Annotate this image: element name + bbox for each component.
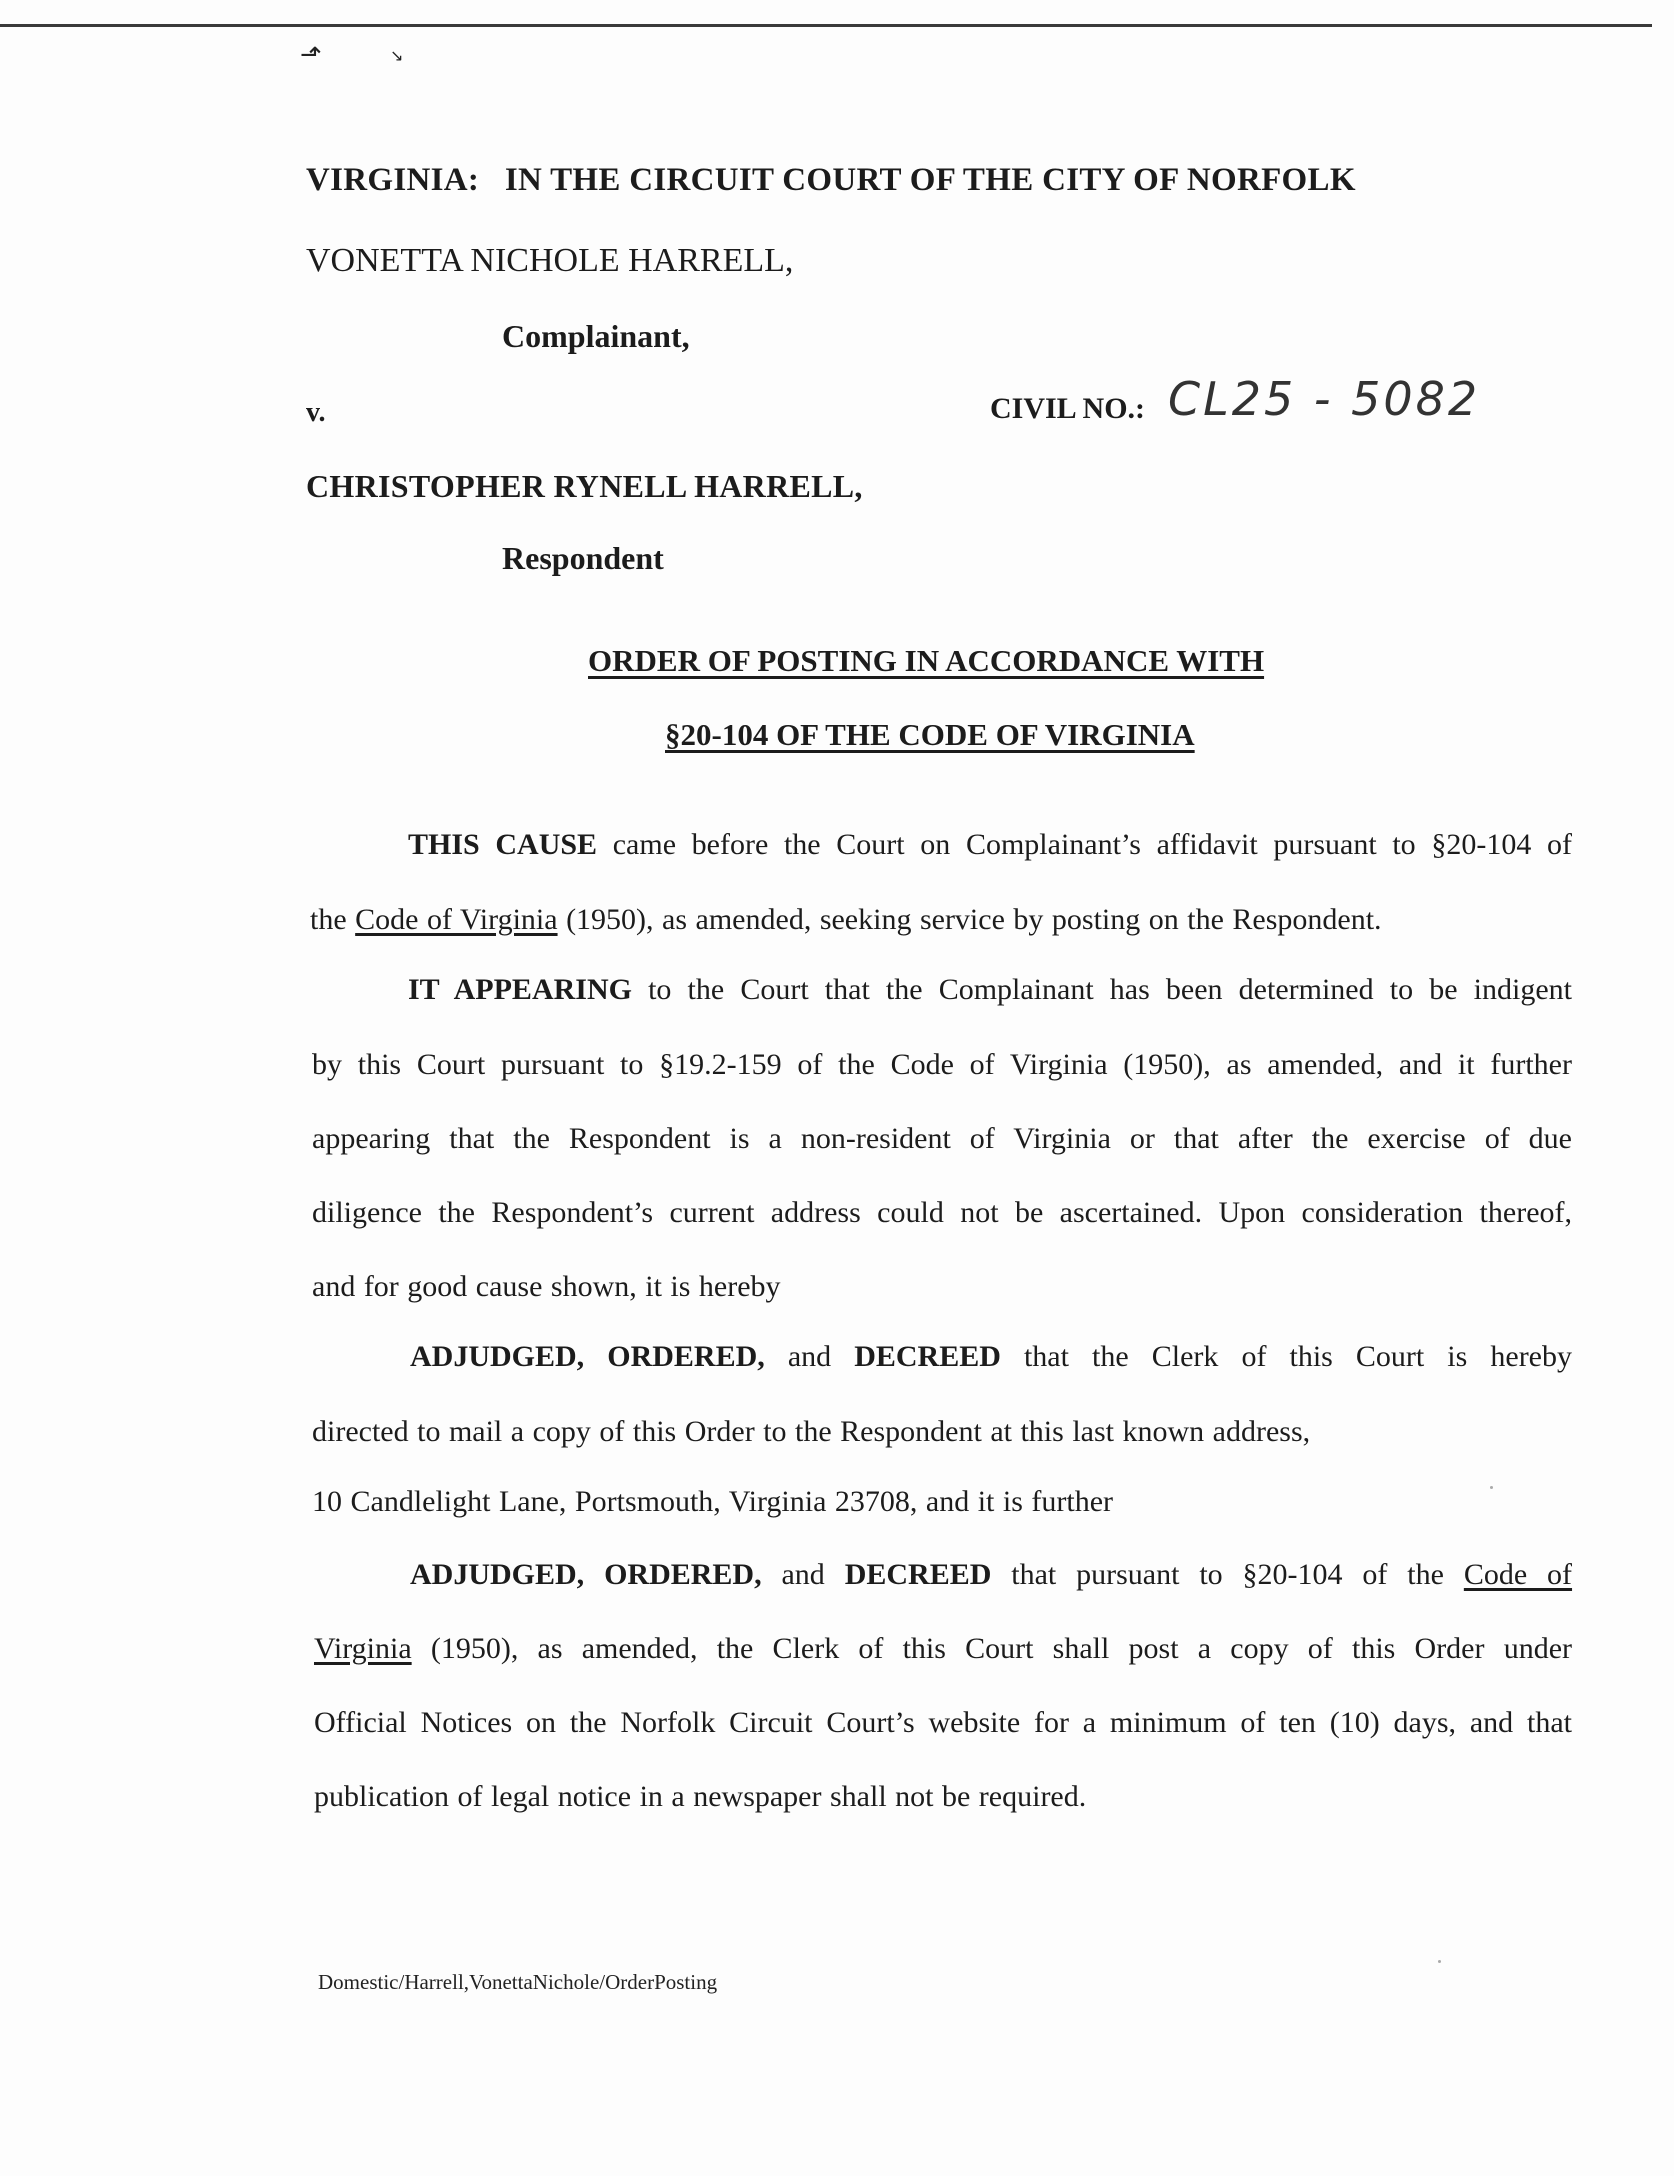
para2-line-1 [408,975,1572,1005]
it-appearing-lead: IT APPEARING [408,973,632,1006]
versus-label: v. [306,397,326,428]
document-footer-path: Domestic/Harrell,VonettaNichole/OrderPosting [318,1970,718,1994]
para3-line-2: directed to mail a copy of this Order to the Respondent at this last known address, [312,1415,1311,1448]
para2-line-1-text: to the Court that the Complainant has been determined to be indigent [631,973,1572,1006]
para3-line-1 [410,1342,1572,1372]
scan-artifact-mark: ⬏ [300,40,322,70]
complainant-name: VONETTA NICHOLE HARRELL, [306,242,794,279]
para4-line-1 [410,1560,1572,1590]
ordered-lead: ORDERED, [607,1340,765,1373]
virginia-citation: Virginia [314,1632,412,1665]
and-word: and [787,1340,832,1373]
para1-line-1-text: came before the Court on Complainant’s affidavit pursuant to §20-104 of [597,828,1572,861]
decreed-lead: DECREED [854,1340,1001,1373]
scan-top-rule [0,24,1652,27]
para3-address-line: 10 Candlelight Lane, Portsmouth, Virginia 23708, and it is further [312,1485,1113,1518]
para2-line-4: diligence the Respondent’s current address could not be ascertained. Upon consideration thereof, [312,1196,1572,1229]
para3-line-1-text: that the Clerk of this Court is hereby [1023,1340,1572,1373]
scan-speck [1490,1486,1493,1489]
para1-line-1 [408,830,1572,860]
scan-speck [1438,1960,1441,1963]
order-title-line-2: §20-104 OF THE CODE OF VIRGINIA [665,717,1195,752]
ordered-lead-2: ORDERED, [604,1558,762,1591]
and-word-2: and [781,1558,825,1591]
scan-artifact-tick: ↘ [390,46,404,65]
complainant-role: Complainant, [502,318,690,354]
civil-no-handwritten: CL25 - 5082 [1168,372,1481,426]
para2-line-5: and for good cause shown, it is hereby [312,1270,781,1303]
para4-line-2-text: (1950), as amended, the Clerk of this Court shall post a copy of this Order under [411,1632,1572,1665]
para2-line-3: appearing that the Respondent is a non-resident of Virginia or that after the exercise of due [312,1122,1572,1155]
para1-line-2-pre: the [310,903,356,936]
code-of-virginia-citation: Code of Virginia [355,903,558,936]
para4-line-1-text: that pursuant to §20-104 of the [1011,1558,1444,1591]
para4-line-4: publication of legal notice in a newspaper shall not be required. [314,1780,1087,1813]
para2-line-2: by this Court pursuant to §19.2-159 of the Code of Virginia (1950), as amended, and it further [312,1048,1572,1081]
respondent-name: CHRISTOPHER RYNELL HARRELL, [306,468,863,504]
para1-line-2-text: (1950), as amended, seeking service by posting on the Respondent. [557,903,1382,936]
civil-no-label: CIVIL NO.: [990,392,1146,425]
court-caption: VIRGINIA: IN THE CIRCUIT COURT OF THE CITY OF NORFOLK [306,162,1356,198]
order-title-line-1: ORDER OF POSTING IN ACCORDANCE WITH [588,643,1265,678]
adjudged-lead: ADJUDGED, [410,1340,585,1373]
respondent-role: Respondent [502,540,664,576]
this-cause-lead: THIS CAUSE [408,828,598,861]
para1-line-2 [310,905,1382,935]
para4-line-2 [314,1634,1572,1664]
code-of-citation: Code of [1463,1558,1573,1591]
para4-line-3: Official Notices on the Norfolk Circuit Court’s website for a minimum of ten (10) days, and that [314,1706,1572,1739]
decreed-lead-2: DECREED [844,1558,992,1591]
adjudged-lead-2: ADJUDGED, [410,1558,585,1591]
